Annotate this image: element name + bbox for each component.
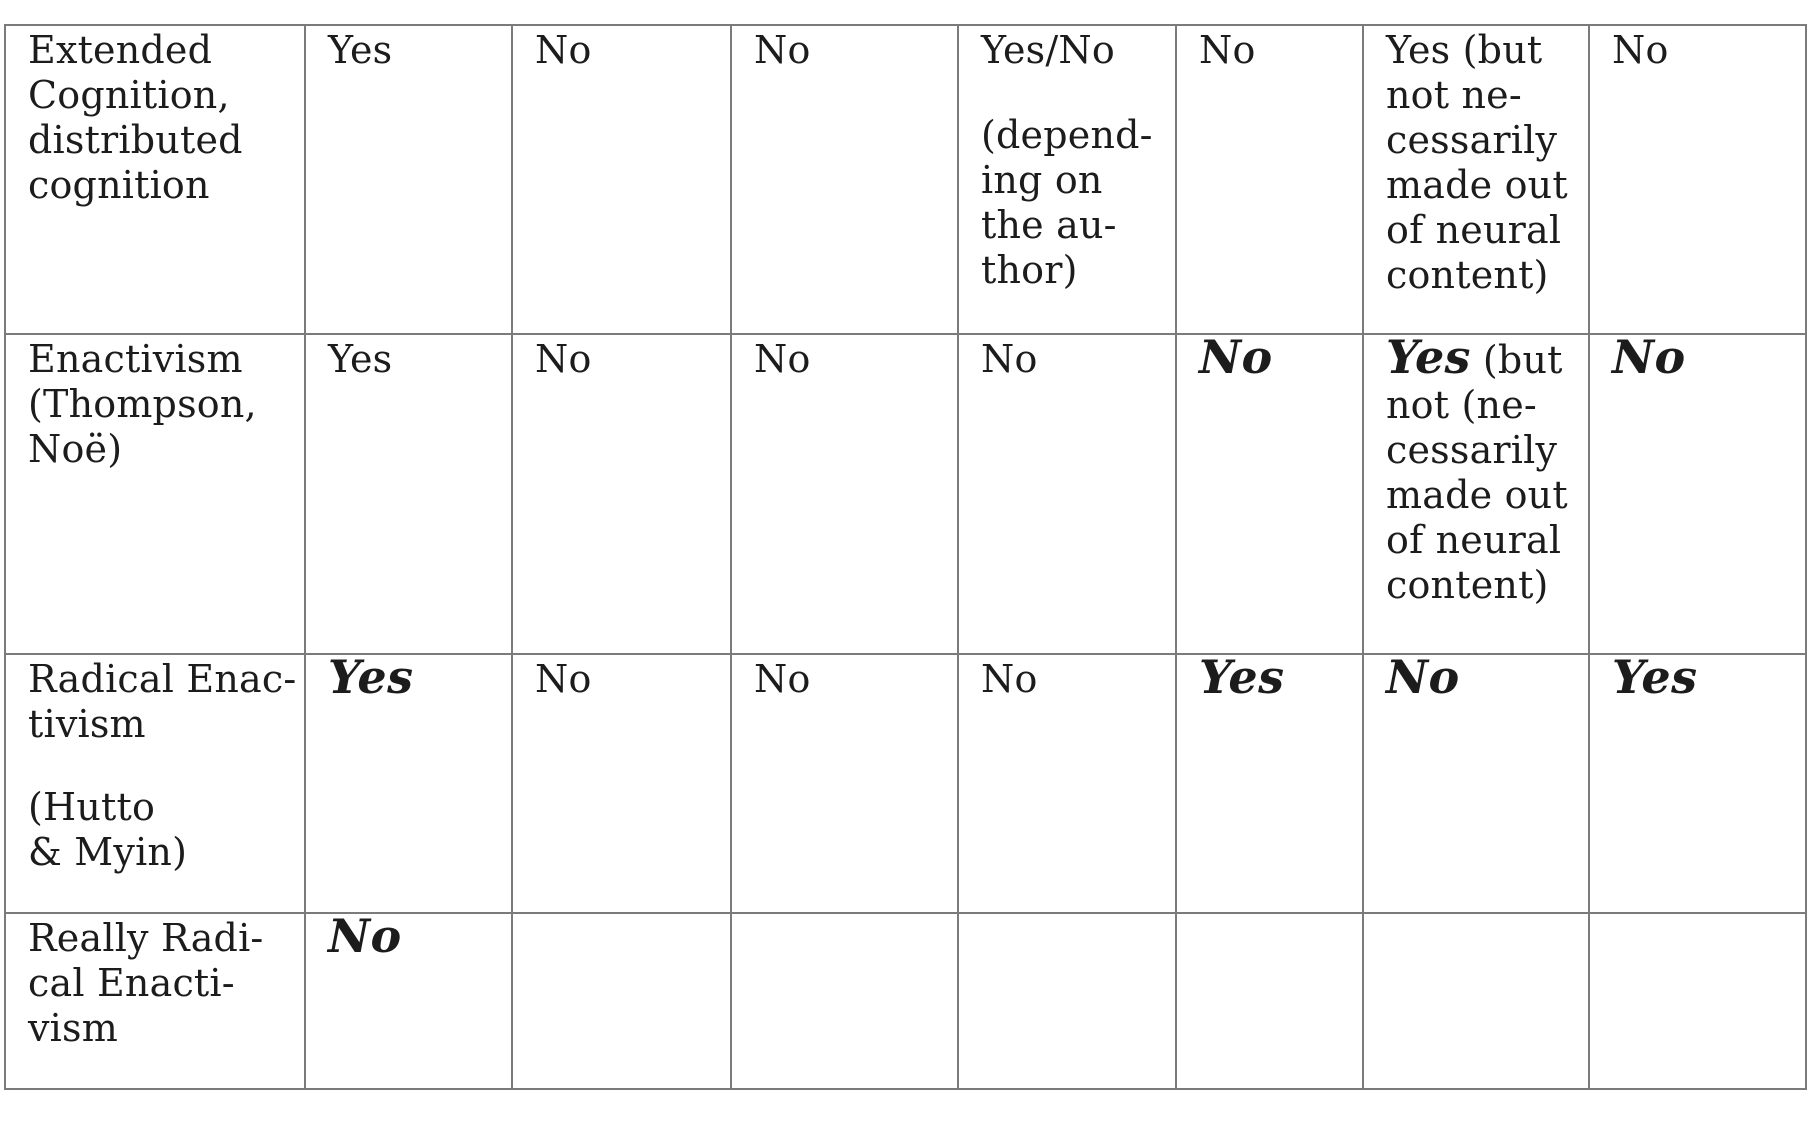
- cell-value: No: [754, 28, 811, 72]
- cell-value-emphasis: No: [1386, 650, 1460, 704]
- paragraph-gap: [28, 747, 292, 785]
- cell-value: ing on: [981, 158, 1103, 202]
- row-label-line: distributed: [28, 118, 243, 162]
- table-cell: [1589, 25, 1806, 334]
- cell-value: No: [1199, 28, 1256, 72]
- cell-value: No: [981, 657, 1038, 701]
- table-cell: [1363, 650, 1589, 913]
- comparison-table: [4, 24, 1807, 1090]
- table-cell: [958, 654, 1176, 913]
- cell-value: No: [535, 657, 592, 701]
- cell-value: cessarily: [1386, 118, 1558, 162]
- table-cell: [305, 25, 512, 334]
- table-cell: [305, 650, 512, 913]
- table-cell-empty: [1176, 913, 1363, 1089]
- cell-value-emphasis: Yes: [1612, 650, 1698, 704]
- cell-value-emphasis: Yes: [1386, 330, 1471, 384]
- table-cell: [731, 334, 958, 654]
- table-cell: [305, 334, 512, 654]
- table-cell: [512, 654, 731, 913]
- row-label-line: vism: [28, 1006, 118, 1050]
- cell-value-emphasis: Yes: [1199, 650, 1285, 704]
- table-cell: [1363, 25, 1589, 334]
- cell-value: No: [535, 28, 592, 72]
- cell-value: the au-: [981, 203, 1117, 247]
- cell-value: of neural: [1386, 518, 1562, 562]
- cell-value-emphasis: Yes: [328, 650, 414, 704]
- cell-value: thor): [981, 248, 1078, 292]
- table-cell: [1176, 330, 1363, 654]
- row-label-line: tivism: [28, 702, 146, 746]
- table-cell: [731, 654, 958, 913]
- row-label-cell: [5, 334, 305, 654]
- table-cell-empty: [512, 913, 731, 1089]
- cell-value-emphasis: No: [328, 909, 402, 963]
- cell-value: No: [535, 337, 592, 381]
- cell-value: cessarily: [1386, 428, 1558, 472]
- row-label-cell: [5, 654, 305, 913]
- cell-value: content): [1386, 563, 1549, 607]
- row-label-cell: [5, 25, 305, 334]
- row-label-line: Extended: [28, 28, 213, 72]
- cell-value-emphasis: No: [1199, 330, 1273, 384]
- cell-value: Yes: [328, 28, 393, 72]
- cell-value: made out: [1386, 473, 1568, 517]
- table-cell-empty: [958, 913, 1176, 1089]
- row-label-line: Cognition,: [28, 73, 230, 117]
- cell-value: No: [754, 657, 811, 701]
- paragraph-gap: [981, 73, 1163, 113]
- table-row: [5, 334, 1806, 654]
- row-label-line: & Myin): [28, 830, 188, 874]
- row-label-line: (Thompson,: [28, 382, 257, 426]
- table-cell: [958, 25, 1176, 334]
- table-row: [5, 913, 1806, 1089]
- table-cell: [512, 334, 731, 654]
- row-label-line: Noë): [28, 427, 123, 471]
- table-cell-empty: [1363, 913, 1589, 1089]
- cell-value: content): [1386, 253, 1549, 297]
- table-row: [5, 654, 1806, 913]
- row-label-line: (Hutto: [28, 785, 156, 829]
- cell-value: not (ne-: [1386, 383, 1537, 427]
- cell-value: not ne-: [1386, 73, 1522, 117]
- table-cell-empty: [731, 913, 958, 1089]
- row-label-line: cognition: [28, 163, 210, 207]
- row-label-cell: [5, 913, 305, 1089]
- table-cell: [1363, 330, 1589, 654]
- cell-value: Yes: [328, 337, 393, 381]
- table-cell: [1589, 650, 1806, 913]
- row-label-line: Radical Enac-: [28, 657, 297, 701]
- table-cell: [1176, 25, 1363, 334]
- table-cell: [512, 25, 731, 334]
- cell-value: No: [1612, 28, 1669, 72]
- cell-value: No: [754, 337, 811, 381]
- cell-value: (but: [1470, 338, 1563, 382]
- table-cell-empty: [1589, 913, 1806, 1089]
- cell-value: made out: [1386, 163, 1568, 207]
- table-cell: [1589, 330, 1806, 654]
- table-cell: [958, 334, 1176, 654]
- row-label-line: Enactivism: [28, 337, 243, 381]
- cell-value: Yes (but: [1386, 28, 1543, 72]
- cell-value: Yes/No: [981, 28, 1115, 72]
- table-row: [5, 25, 1806, 334]
- row-label-line: cal Enacti-: [28, 961, 235, 1005]
- cell-value-emphasis: No: [1612, 330, 1686, 384]
- table-cell: [731, 25, 958, 334]
- cell-value: No: [981, 337, 1038, 381]
- row-label-line: Really Radi-: [28, 916, 264, 960]
- table-cell: [1176, 650, 1363, 913]
- table-cell: [305, 909, 512, 1089]
- cell-first-line: [1386, 330, 1576, 384]
- cell-value: of neural: [1386, 208, 1562, 252]
- cell-value: (depend-: [981, 113, 1153, 157]
